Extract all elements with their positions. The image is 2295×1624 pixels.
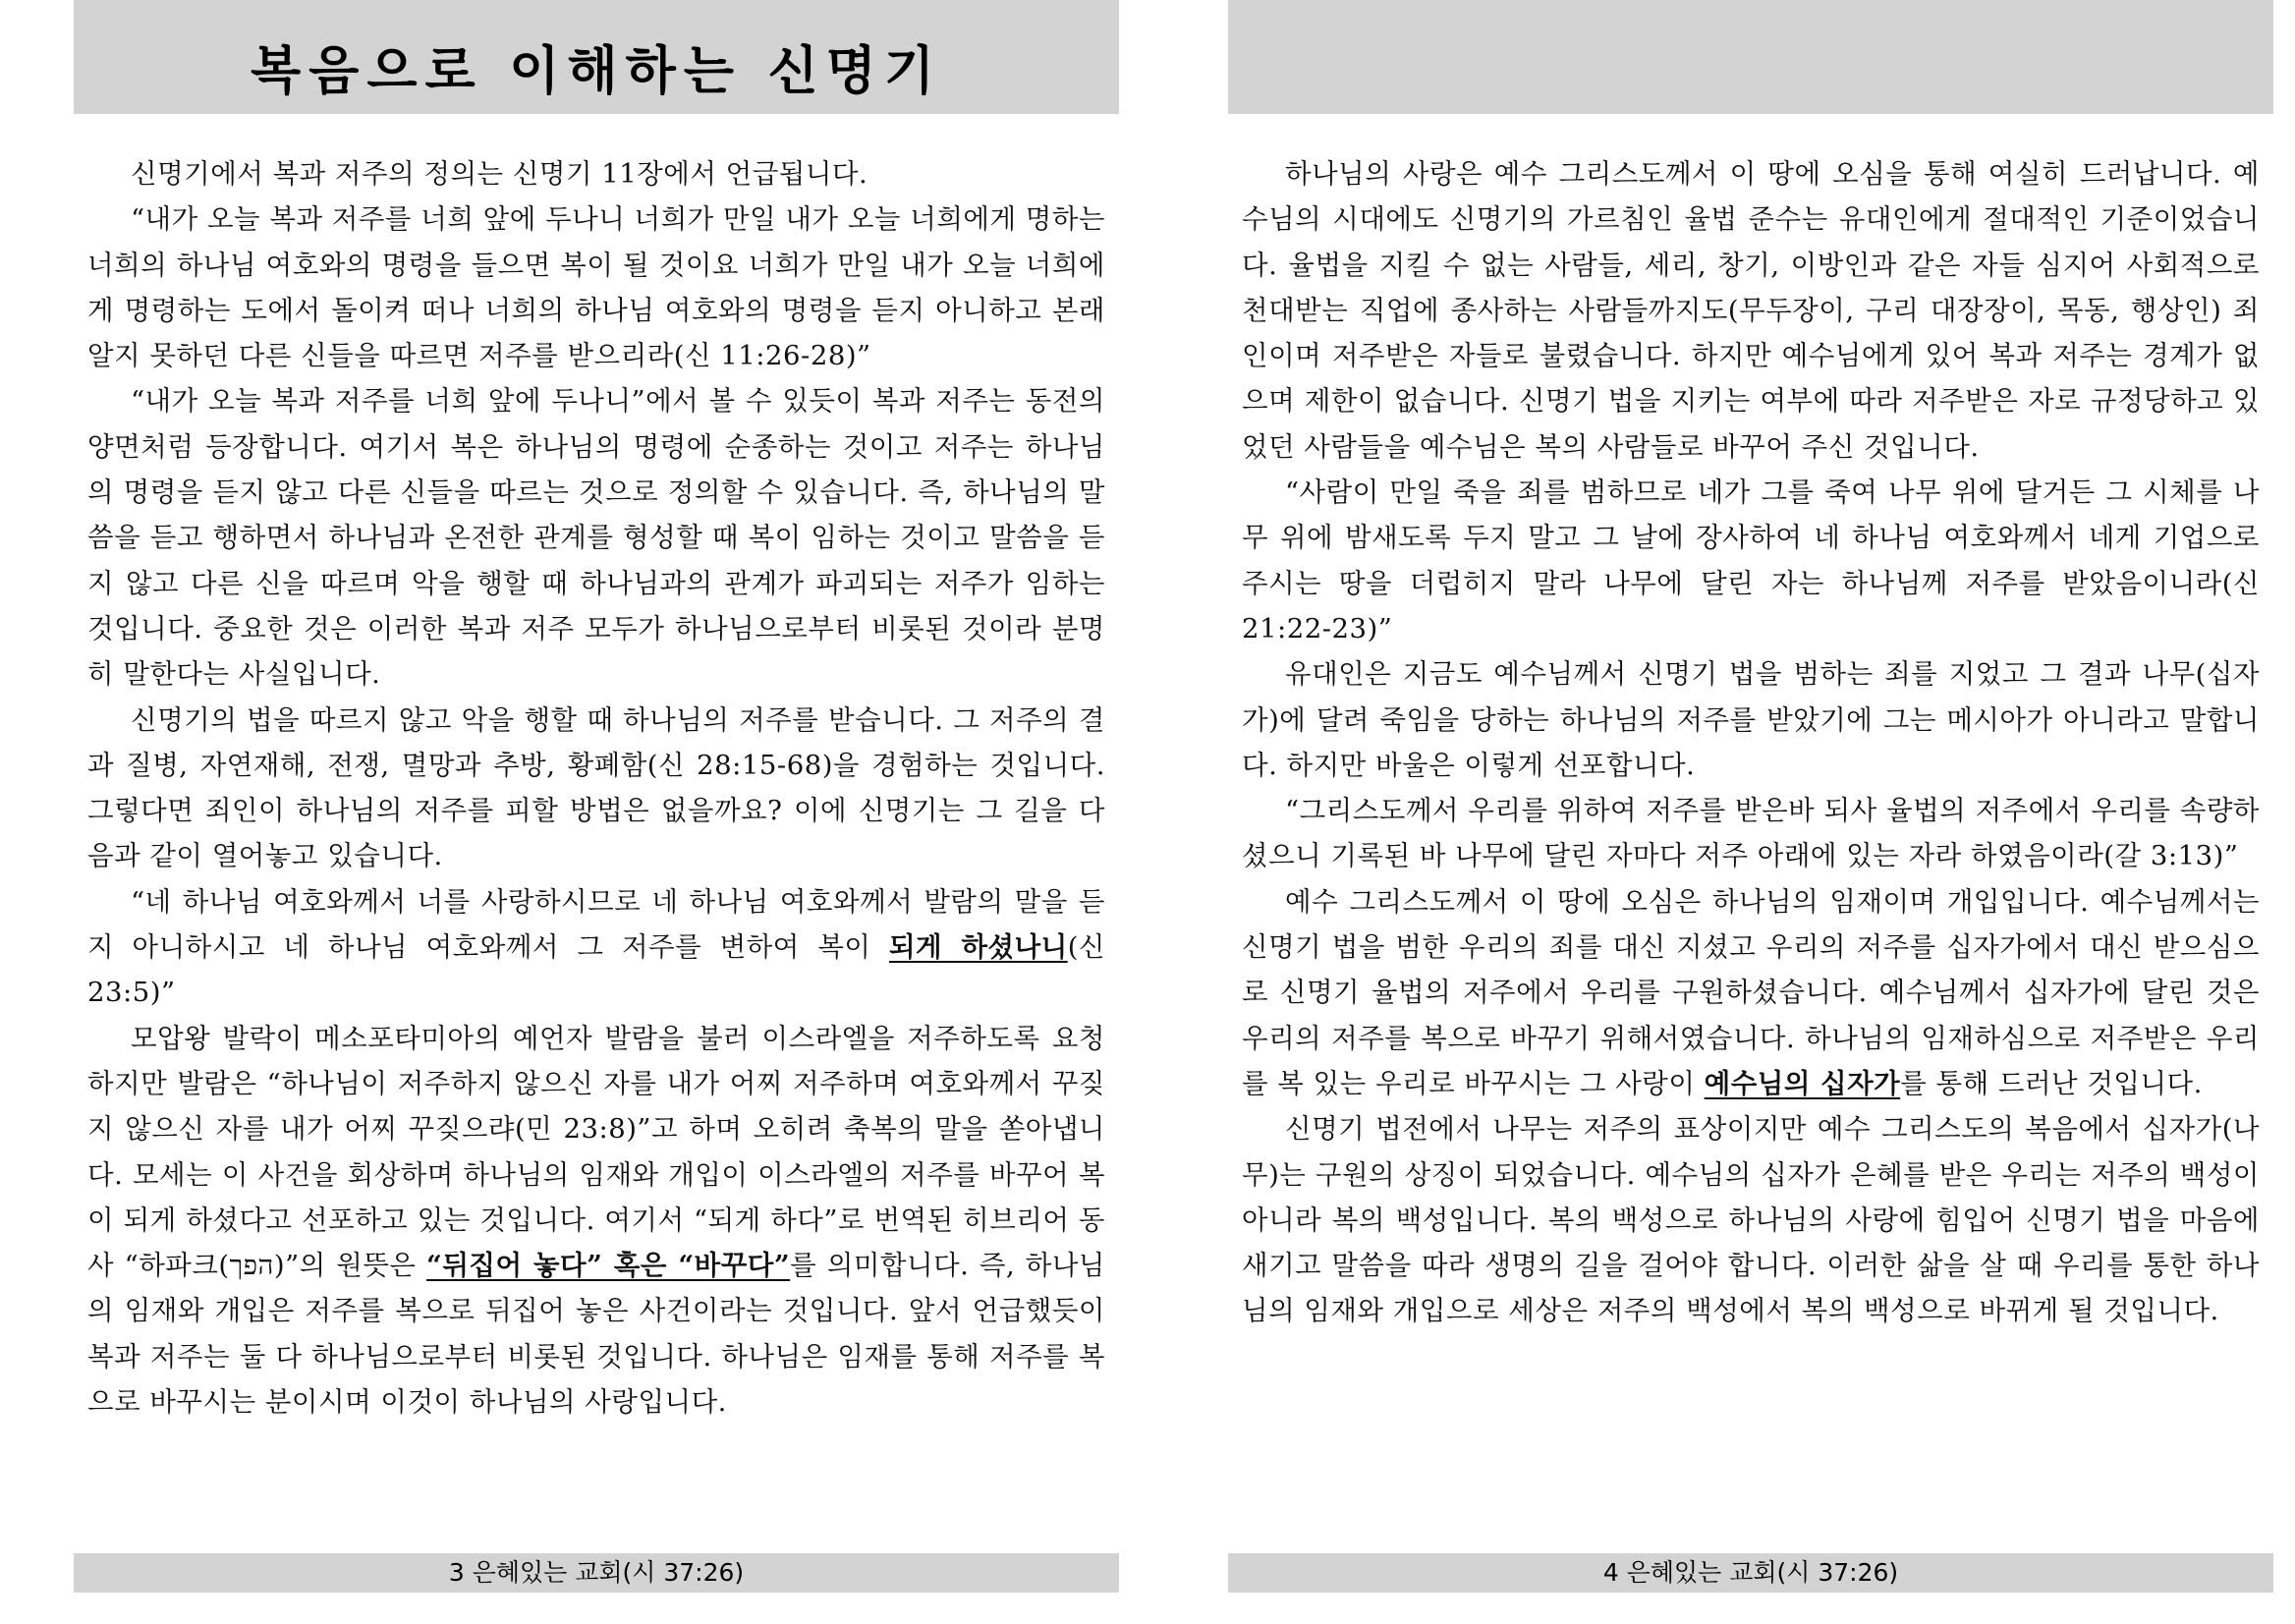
paragraph [87, 698, 1105, 879]
emphasized-text: “뒤집어 놓다” 혹은 “바꾸다” [426, 1250, 791, 1282]
text-run: 신명기 법전에서 나무는 저주의 표상이지만 예수 그리스도의 복음에서 십자가(나무)는 구원의 상징이 되었습니다. 예수님의 십자가 은혜를 받은 우리는 저주의 백성이 아니라 복의 백성입니다. 복의 백성으로 하나님의 사랑에 힘입어 신명기 법을 마음에 새기고 말씀을 따라 생명의 길을 걸어야 합니다. 이러한 삶을 살 때 우리를 통한 하나님의 임재와 개입으로 세상은 저주의 백성에서 복의 백성으로 바뀌게 될 것입니다. [1242, 1113, 2260, 1327]
text-run: 모압왕 발락이 메소포타미아의 예언자 발람을 불러 이스라엘을 저주하도록 요청하지만 발람은 “하나님이 저주하지 않으신 자를 내가 어찌 저주하며 여호와께서 꾸짖지 않으신 자를 내가 어찌 꾸짖으랴(민 23:8)”고 하며 오히려 축복의 말을 쏟아냅니다. 모세는 이 사건을 회상하며 하나님의 임재와 개입이 이스라엘의 저주를 바꾸어 복이 되게 하셨다고 선포하고 있는 것입니다. 여기서 “되게 하다”로 번역된 히브리어 동사 “하파크(הפך)”의 원뜻은 [87, 1022, 1105, 1282]
emphasized-text: 되게 하셨나니 [888, 931, 1068, 964]
paragraph [87, 151, 1105, 196]
paragraph [87, 196, 1105, 378]
text-run: 신명기에서 복과 저주의 정의는 신명기 11장에서 언급됩니다. [131, 158, 868, 190]
text-run: 를 의미합니다. 즉, 하나님의 임재와 개입은 저주를 복으로 뒤집어 놓은 사건이라는 것입니다. 앞서 언급했듯이 복과 저주는 둘 다 하나님으로부터 비롯된 것입니다. 하나님은 임재를 통해 저주를 복으로 바꾸시는 분이시며 이것이 하나님의 사랑입니다. [87, 1250, 1106, 1419]
text-run: (신 23:5)” [87, 931, 1105, 1009]
text-run: 하나님의 사랑은 예수 그리스도께서 이 땅에 오심을 통해 여실히 드러납니다. 예수님의 시대에도 신명기의 가르침인 율법 준수는 유대인에게 절대적인 기준이었습니다. 율법을 지킬 수 없는 사람들, 세리, 창기, 이방인과 같은 자들 심지어 사회적으로 천대받는 직업에 종사하는 사람들까지도(무두장이, 구리 대장장이, 목동, 행상인) 죄인이며 저주받은 자들로 불렸습니다. 하지만 예수님에게 있어 복과 저주는 경계가 없으며 제한이 없습니다. 신명기 법을 지키는 여부에 따라 저주받은 자로 규정당하고 있었던 사람들을 예수님은 복의 사람들로 바꾸어 주신 것입니다. [1242, 158, 2260, 463]
right-page [1228, 0, 2273, 1624]
paragraph [1242, 788, 2260, 879]
paragraph [87, 879, 1105, 1016]
right-body-text [1242, 151, 2260, 1334]
text-run: 유대인은 지금도 예수님께서 신명기 법을 범하는 죄를 지었고 그 결과 나무(십자가)에 달려 죽임을 당하는 하나님의 저주를 받았기에 그는 메시아가 아니라고 말합니다. 하지만 바울은 이렇게 선포합니다. [1242, 658, 2260, 781]
paragraph [1242, 651, 2260, 788]
text-run: 신명기의 법을 따르지 않고 악을 행할 때 하나님의 저주를 받습니다. 그 저주의 결과 질병, 자연재해, 전쟁, 멸망과 추방, 황폐함(신 28:15-68)을 경험하는 것입니다. 그렇다면 죄인이 하나님의 저주를 피할 방법은 없을까요? 이에 신명기는 그 길을 다음과 같이 열어놓고 있습니다. [87, 703, 1105, 872]
text-run: “내가 오늘 복과 저주를 너희 앞에 두나니 너희가 만일 내가 오늘 너희에게 명하는 너희의 하나님 여호와의 명령을 들으면 복이 될 것이요 너희가 만일 내가 오늘 너희에게 명령하는 도에서 돌이켜 떠나 너희의 하나님 여호와의 명령을 듣지 아니하고 본래 알지 못하던 다른 신들을 따르면 저주를 받으리라(신 11:26-28)” [87, 203, 1105, 372]
text-run: 를 통해 드러난 것입니다. [1900, 1067, 2203, 1099]
text-run: 예수 그리스도께서 이 땅에 오심은 하나님의 임재이며 개입입니다. 예수님께서는 신명기 법을 범한 우리의 죄를 대신 지셨고 우리의 저주를 십자가에서 대신 받으심으로 신명기 율법의 저주에서 우리를 구원하셨습니다. 예수님께서 십자가에 달린 것은 우리의 저주를 복으로 바꾸기 위해서였습니다. 하나님의 임재하심으로 저주받은 우리를 복 있는 우리로 바꾸시는 그 사랑이 [1242, 885, 2260, 1099]
left-body-text [87, 151, 1105, 1425]
text-run: “내가 오늘 복과 저주를 너희 앞에 두나니”에서 볼 수 있듯이 복과 저주는 동전의 양면처럼 등장합니다. 여기서 복은 하나님의 명령에 순종하는 것이고 저주는 하나님의 명령을 듣지 않고 다른 신들을 따르는 것으로 정의할 수 있습니다. 즉, 하나님의 말씀을 듣고 행하면서 하나님과 온전한 관계를 형성할 때 복이 임하는 것이고 말씀을 듣지 않고 다른 신을 따르며 악을 행할 때 하나님과의 관계가 파괴되는 저주가 임하는 것입니다. 중요한 것은 이러한 복과 저주 모두가 하나님으로부터 비롯된 것이라 분명히 말한다는 사실입니다. [87, 385, 1105, 691]
paragraph [1242, 879, 2260, 1106]
paragraph [1242, 151, 2260, 470]
text-run: “네 하나님 여호와께서 너를 사랑하시므로 네 하나님 여호와께서 발람의 말을 듣지 아니하시고 네 하나님 여호와께서 그 저주를 변하여 복이 [87, 885, 1105, 964]
paragraph [1242, 1106, 2260, 1333]
paragraph [87, 378, 1105, 697]
right-header-band [1228, 0, 2273, 114]
paragraph [1242, 470, 2260, 651]
emphasized-text: 예수님의 십자가 [1704, 1067, 1901, 1099]
left-page [74, 0, 1119, 1624]
text-run: “그리스도께서 우리를 위하여 저주를 받은바 되사 율법의 저주에서 우리를 속량하셨으니 기록된 바 나무에 달린 자마다 저주 아래에 있는 자라 하였음이라(갈 3:13)” [1242, 795, 2260, 872]
text-run: “사람이 만일 죽을 죄를 범하므로 네가 그를 죽여 나무 위에 달거든 그 시체를 나무 위에 밤새도록 두지 말고 그 날에 장사하여 네 하나님 여호와께서 네게 기업으로 주시는 땅을 더럽히지 말라 나무에 달린 자는 하나님께 저주를 받았음이니라(신 21:22-23)” [1242, 476, 2260, 644]
paragraph [87, 1016, 1105, 1426]
right-page-footer: 4 은혜있는 교회(시 37:26) [1228, 1553, 2273, 1593]
left-page-footer: 3 은혜있는 교회(시 37:26) [74, 1553, 1119, 1593]
page-title: 복음으로 이해하는 신명기 [250, 41, 943, 101]
left-header-band [74, 0, 1119, 114]
